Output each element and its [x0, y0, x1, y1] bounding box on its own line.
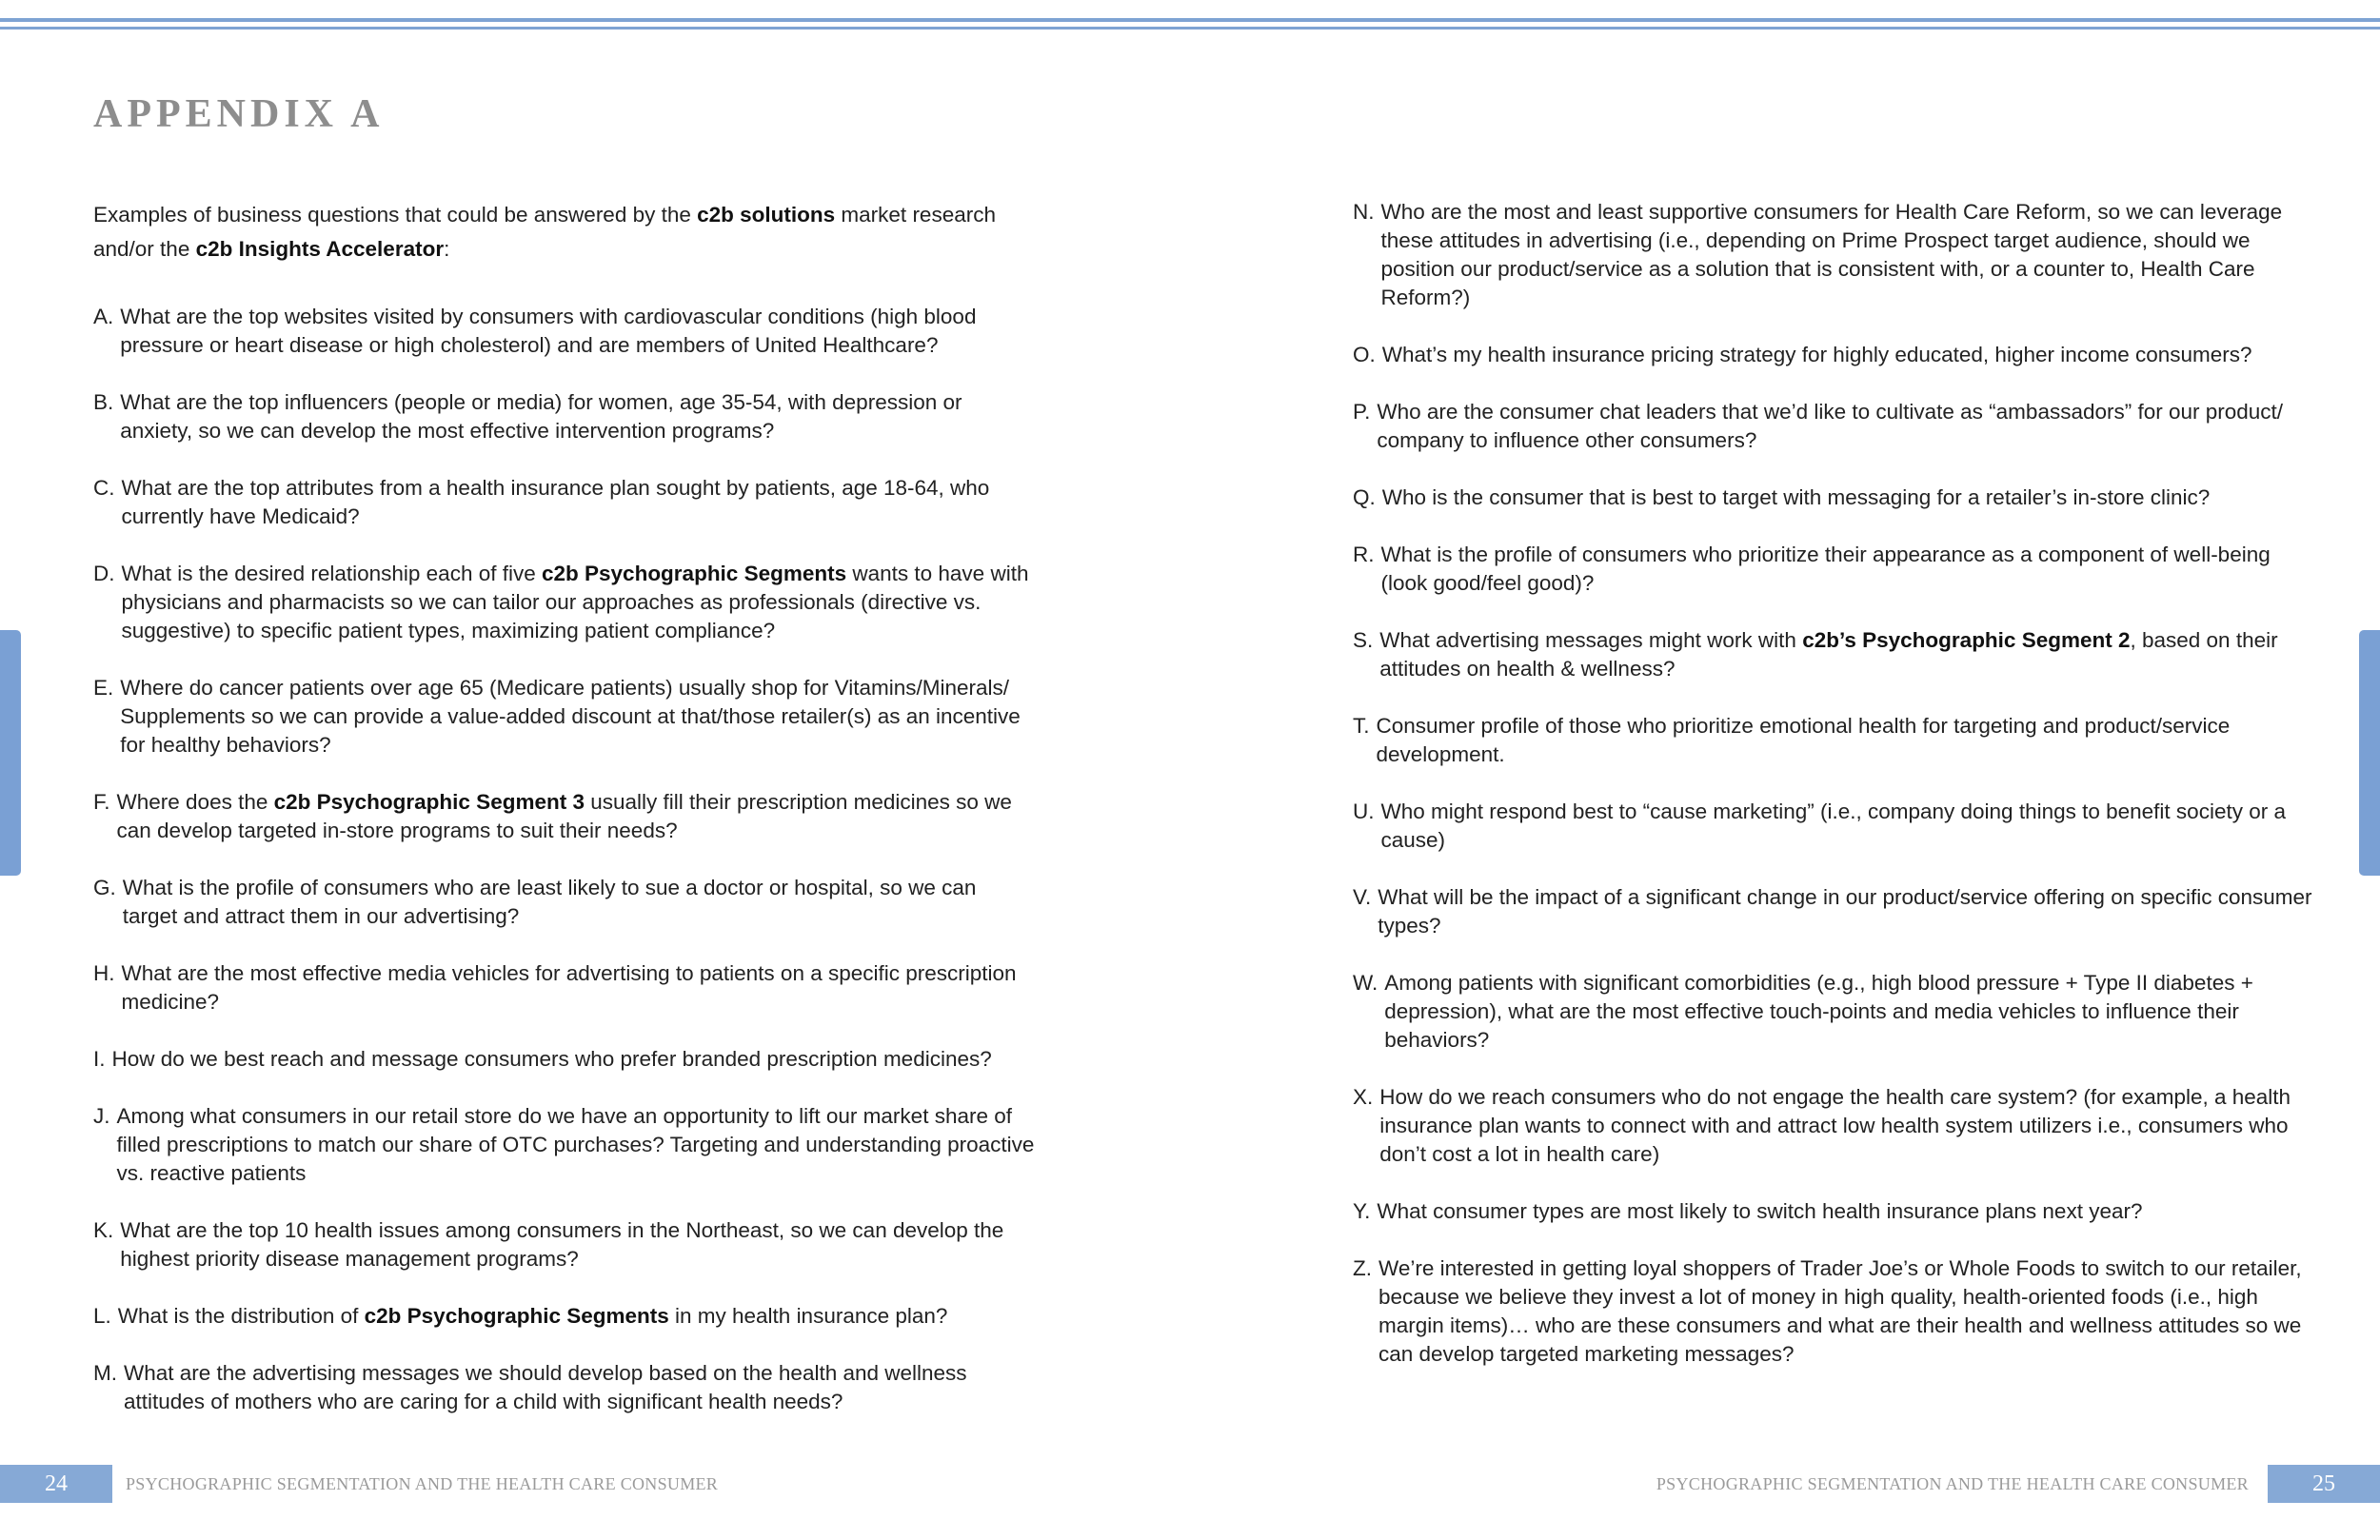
question-text: [117, 788, 1036, 845]
right-column: [1353, 198, 2314, 1397]
question-label: A.: [93, 305, 114, 328]
question-text: [112, 1045, 1036, 1074]
question-text: [120, 674, 1036, 760]
question-label: U.: [1353, 800, 1375, 823]
question-segment: , based on their attitudes on health & wellness?: [1379, 628, 2278, 681]
question-text: [120, 303, 1036, 360]
question-item: [1353, 883, 2314, 940]
question-label: T.: [1353, 714, 1370, 738]
question-segment: What is the distribution of: [117, 1304, 365, 1328]
question-text: [1377, 712, 2314, 769]
question-segment: What consumer types are most likely to switch health insurance plans next year?: [1377, 1199, 2143, 1223]
question-label: E.: [93, 676, 114, 700]
question-item: [1353, 1197, 2314, 1226]
question-segment: What is the desired relationship each of five: [121, 562, 542, 585]
question-item: [93, 1359, 1036, 1416]
question-list-left: [93, 303, 1036, 1416]
question-label: Z.: [1353, 1256, 1372, 1280]
question-label: V.: [1353, 885, 1372, 909]
question-item: [93, 1216, 1036, 1273]
question-label: K.: [93, 1218, 114, 1242]
page-title: APPENDIX A: [93, 92, 385, 136]
question-item: [1353, 969, 2314, 1055]
question-item: [93, 1302, 1036, 1331]
question-segment: What will be the impact of a significant change in our product/service offering on specific consumer types?: [1378, 885, 2312, 938]
question-segment: Who are the most and least supportive consumers for Health Care Reform, so we can leverage these attitudes in advertising (i.e., depending on Prime Prospect target audience, should we position our product/service as a solution that is consistent with, or a counter to, Health Care Reform?): [1380, 200, 2283, 309]
question-item: [1353, 341, 2314, 369]
question-text: [1382, 484, 2314, 512]
question-item: [1353, 1083, 2314, 1169]
question-item: [93, 560, 1036, 645]
question-text: [117, 1102, 1036, 1188]
question-text: [1378, 883, 2314, 940]
question-item: [1353, 626, 2314, 683]
question-label: J.: [93, 1104, 110, 1128]
question-text: [1384, 969, 2314, 1055]
question-list-right: [1353, 198, 2314, 1369]
question-label: D.: [93, 562, 115, 585]
question-segment: What is the profile of consumers who are least likely to sue a doctor or hospital, so we can target and attract them in our advertising?: [122, 876, 977, 928]
question-text: [122, 959, 1037, 1017]
question-label: M.: [93, 1361, 117, 1385]
left-edge-tab: [0, 630, 21, 876]
question-emphasis: c2b’s Psychographic Segment 2: [1802, 628, 2131, 652]
question-text: [1377, 1197, 2314, 1226]
question-segment: Who might respond best to “cause marketing” (i.e., company doing things to benefit society or a cause): [1380, 800, 2286, 852]
question-item: [93, 303, 1036, 360]
page-number-right: 25: [2268, 1465, 2380, 1503]
question-segment: How do we reach consumers who do not engage the health care system? (for example, a health insurance plan wants to connect with and attract low health system utilizers i.e., consumers who don’t cost a lot in health care): [1379, 1085, 2291, 1166]
question-label: X.: [1353, 1085, 1374, 1109]
question-text: [123, 874, 1036, 931]
question-item: [93, 474, 1036, 531]
question-segment: What is the profile of consumers who prioritize their appearance as a component of well-being (look good/feel good)?: [1380, 543, 2271, 595]
question-segment: What are the top websites visited by consumers with cardiovascular conditions (high blood pressure or heart disease or high cholesterol) and are members of United Healthcare?: [120, 305, 977, 357]
question-emphasis: c2b Psychographic Segments: [364, 1304, 669, 1328]
question-text: [1382, 341, 2314, 369]
question-segment: Where does the: [116, 790, 274, 814]
question-segment: What are the most effective media vehicles for advertising to patients on a specific prescription medicine?: [121, 961, 1017, 1014]
question-item: [1353, 198, 2314, 312]
question-segment: Among what consumers in our retail store do we have an opportunity to lift our market share of filled prescriptions to match our share of OTC purchases? Targeting and understanding proactive vs. reactive patients: [116, 1104, 1035, 1185]
question-text: [1381, 798, 2315, 855]
question-label: C.: [93, 476, 115, 500]
left-column: [93, 198, 1036, 1445]
intro-text-3: :: [444, 237, 450, 261]
question-item: [1353, 484, 2314, 512]
question-text: [1379, 1083, 2314, 1169]
question-label: N.: [1353, 200, 1375, 224]
question-segment: What are the advertising messages we should develop based on the health and wellness attitudes of mothers who are caring for a child with significant health needs?: [124, 1361, 967, 1413]
footer-title-right: PSYCHOGRAPHIC SEGMENTATION AND THE HEALTH CARE CONSUMER: [1656, 1474, 2249, 1493]
question-segment: in my health insurance plan?: [668, 1304, 948, 1328]
question-text: [122, 560, 1037, 645]
question-label: F.: [93, 790, 110, 814]
question-label: G.: [93, 876, 116, 899]
question-label: S.: [1353, 628, 1374, 652]
question-item: [93, 388, 1036, 445]
question-item: [93, 1102, 1036, 1188]
intro-paragraph: [93, 198, 1036, 267]
question-label: O.: [1353, 343, 1376, 366]
question-label: Q.: [1353, 485, 1376, 509]
question-label: B.: [93, 390, 114, 414]
question-segment: What’s my health insurance pricing strategy for highly educated, higher income consumers?: [1381, 343, 2252, 366]
intro-text-2: market research and/or the: [93, 203, 996, 261]
question-label: W.: [1353, 971, 1378, 995]
question-text: [120, 388, 1036, 445]
question-item: [1353, 712, 2314, 769]
question-text: [1379, 626, 2314, 683]
header-rule-top: [0, 18, 2380, 22]
question-item: [1353, 541, 2314, 598]
question-text: [1381, 541, 2315, 598]
question-text: [1377, 398, 2314, 455]
question-segment: wants to have with physicians and pharmacists so we can tailor our approaches as professionals (directive vs. suggestive) to specific patient types, maximizing patient compliance?: [121, 562, 1029, 642]
question-item: [1353, 398, 2314, 455]
question-segment: What are the top attributes from a health insurance plan sought by patients, age 18-64, who currently have Medicaid?: [121, 476, 990, 528]
question-segment: Who are the consumer chat leaders that we’d like to cultivate as “ambassadors” for our product/ company to influence other consumers?: [1377, 400, 2284, 452]
intro-bold-1: c2b solutions: [697, 203, 836, 227]
question-segment: What are the top influencers (people or media) for women, age 35-54, with depression or anxiety, so we can develop the most effective intervention programs?: [120, 390, 962, 443]
question-segment: Who is the consumer that is best to target with messaging for a retailer’s in-store clinic?: [1381, 485, 2211, 509]
question-text: [120, 1216, 1036, 1273]
question-label: L.: [93, 1304, 111, 1328]
question-label: P.: [1353, 400, 1371, 424]
question-label: I.: [93, 1047, 106, 1071]
question-text: [122, 474, 1037, 531]
question-segment: What advertising messages might work with: [1379, 628, 1803, 652]
question-item: [93, 674, 1036, 760]
question-emphasis: c2b Psychographic Segment 3: [273, 790, 585, 814]
question-label: H.: [93, 961, 115, 985]
right-edge-tab: [2359, 630, 2380, 876]
question-text: [1378, 1254, 2314, 1369]
intro-text-1: Examples of business questions that could be answered by the: [93, 203, 698, 227]
question-item: [1353, 798, 2314, 855]
question-emphasis: c2b Psychographic Segments: [542, 562, 847, 585]
question-segment: Among patients with significant comorbidities (e.g., high blood pressure + Type II diabetes + depression), what are the most effective touch-points and media vehicles to influence their behaviors?: [1384, 971, 2253, 1052]
question-segment: Where do cancer patients over age 65 (Medicare patients) usually shop for Vitamins/Minerals/ Supplements so we can provide a value-added discount at that/those retailer(s) as an incentive for healthy behaviors?: [120, 676, 1021, 757]
header-rule-bottom: [0, 27, 2380, 30]
question-item: [93, 874, 1036, 931]
question-text: [124, 1359, 1036, 1416]
question-item: [1353, 1254, 2314, 1369]
question-item: [93, 788, 1036, 845]
question-segment: usually fill their prescription medicines so we can develop targeted in-store programs to suit their needs?: [116, 790, 1012, 842]
question-label: R.: [1353, 543, 1375, 566]
question-label: Y.: [1353, 1199, 1371, 1223]
question-text: [1381, 198, 2315, 312]
question-segment: How do we best reach and message consumers who prefer branded prescription medicines?: [111, 1047, 992, 1071]
question-item: [93, 959, 1036, 1017]
footer-title-left: PSYCHOGRAPHIC SEGMENTATION AND THE HEALTH CARE CONSUMER: [126, 1474, 719, 1493]
question-segment: Consumer profile of those who prioritize emotional health for targeting and product/service development.: [1376, 714, 2231, 766]
page-number-left: 24: [0, 1465, 112, 1503]
question-item: [93, 1045, 1036, 1074]
question-segment: We’re interested in getting loyal shoppers of Trader Joe’s or Whole Foods to switch to our retailer, because we believe they invest a lot of money in high quality, health-oriented foods (i.e., high margin items)… who are these consumers and what are their health and wellness attitudes so we can develop targeted marketing messages?: [1378, 1256, 2302, 1366]
question-text: [118, 1302, 1036, 1331]
question-segment: What are the top 10 health issues among consumers in the Northeast, so we can develop the highest priority disease management programs?: [120, 1218, 1004, 1271]
intro-bold-2: c2b Insights Accelerator: [195, 237, 445, 261]
